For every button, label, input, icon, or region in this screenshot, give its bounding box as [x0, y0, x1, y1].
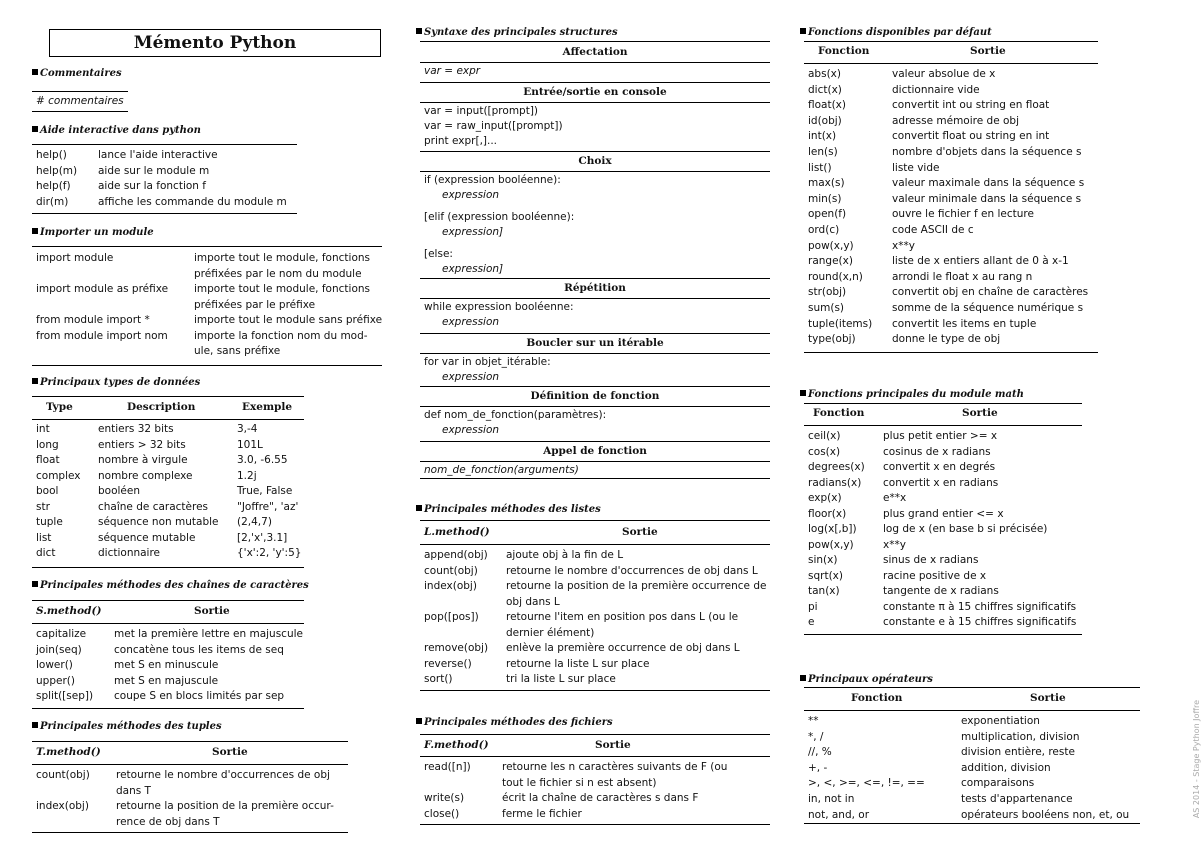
listes-cell: count(obj) — [424, 564, 478, 577]
import-cell: from module import nom — [36, 329, 168, 342]
operateurs-cell: //, % — [808, 746, 832, 759]
types-cell: nombre à virgule — [98, 454, 188, 466]
section-types: Principaux types de données — [32, 377, 200, 388]
types-cell: 101L — [237, 438, 263, 451]
defaut-cell: float(x) — [808, 99, 846, 112]
section-listes: Principales méthodes des listes — [416, 504, 601, 515]
math-cell: ceil(x) — [808, 430, 841, 442]
chaines-cell: upper() — [36, 674, 75, 687]
listes-cell: retourne l'item en position pos dans L (ou le — [506, 611, 739, 623]
aide-cell: aide sur le module m — [98, 164, 210, 177]
defaut-cell: str(obj) — [808, 286, 847, 299]
chaines-cell: met S en majuscule — [114, 674, 219, 687]
fichiers-cell: read([n]) — [424, 761, 471, 773]
defaut-cell: nombre d'objets dans la séquence s — [892, 146, 1082, 158]
tuples-cell: count(obj) — [36, 769, 90, 781]
types-cell: 3,-4 — [237, 423, 258, 435]
aide-cell: affiche les commande du module m — [98, 195, 287, 208]
math-cell: exp(x) — [808, 492, 842, 504]
aide-cell: lance l'aide interactive — [98, 149, 218, 161]
fichiers-cell: write(s) — [424, 792, 465, 804]
syntaxe-boucler-title: Boucler sur un itérable — [526, 337, 664, 349]
listes-header-sortie: Sortie — [622, 526, 658, 538]
chaines-cell: split([sep]) — [36, 690, 94, 702]
import-cell: ule, sans préfixe — [194, 345, 281, 357]
comment-example: # commentaires — [36, 95, 124, 107]
operateurs-cell: tests d'appartenance — [961, 793, 1073, 805]
math-header-fonction: Fonction — [813, 407, 865, 419]
tuples-cell: retourne la position de la première occur- — [116, 800, 334, 812]
fichiers-cell: tout le fichier si n est absent) — [502, 776, 657, 789]
defaut-cell: convertit obj en chaîne de caractères — [892, 286, 1089, 299]
listes-cell: dernier élément) — [506, 626, 595, 639]
aide-cell: help() — [36, 149, 67, 161]
syntaxe-choix-title: Choix — [578, 155, 612, 167]
math-cell: tan(x) — [808, 585, 840, 597]
math-cell: log de x (en base b si précisée) — [883, 523, 1048, 535]
defaut-cell: int(x) — [808, 130, 837, 143]
syntaxe-definition-title: Définition de fonction — [530, 390, 660, 402]
defaut-cell: len(s) — [808, 146, 838, 158]
fichiers-header-method: F.method() — [424, 739, 489, 751]
defaut-cell: list() — [808, 161, 832, 174]
types-cell: 1.2j — [237, 469, 257, 482]
math-cell: e — [808, 616, 815, 628]
math-cell: pi — [808, 600, 818, 613]
defaut-cell: donne le type de obj — [892, 333, 1001, 346]
defaut-cell: valeur minimale dans la séquence s — [892, 192, 1082, 205]
math-cell: radians(x) — [808, 476, 862, 489]
syntaxe-appel-title: Appel de fonction — [543, 445, 647, 457]
syntaxe-entree-line: var = input([prompt]) — [424, 105, 539, 117]
import-cell: importe tout le module, fonctions — [194, 283, 370, 295]
types-cell: booléen — [98, 485, 141, 497]
types-cell: [2,'x',3.1] — [237, 531, 288, 544]
chaines-cell: met S en minuscule — [114, 659, 219, 671]
listes-cell: ajoute obj à la fin de L — [506, 549, 624, 561]
listes-cell: index(obj) — [424, 580, 477, 592]
operateurs-cell: ** — [808, 715, 819, 727]
syntaxe-definition-line: def nom_de_fonction(paramètres): — [424, 409, 607, 421]
types-cell: entiers 32 bits — [98, 423, 174, 435]
syntaxe-choix-line: if (expression booléenne): — [424, 174, 561, 186]
syntaxe-entree-title: Entrée/sortie en console — [523, 86, 667, 98]
types-cell: int — [36, 423, 50, 435]
tuples-cell: dans T — [116, 784, 151, 797]
import-cell: importe tout le module, fonctions — [194, 252, 370, 264]
chaines-header-sortie: Sortie — [194, 605, 230, 617]
math-cell: cos(x) — [808, 445, 841, 458]
syntaxe-entree-line: print expr[,]... — [424, 135, 498, 147]
types-cell: dict — [36, 547, 56, 559]
operateurs-cell: multiplication, division — [961, 730, 1080, 743]
defaut-cell: code ASCII de c — [892, 224, 974, 236]
section-aide: Aide interactive dans python — [32, 125, 201, 136]
types-cell: séquence mutable — [98, 531, 196, 544]
types-cell: long — [36, 438, 59, 451]
math-cell: x**y — [883, 538, 906, 551]
defaut-cell: liste vide — [892, 161, 940, 174]
defaut-cell: valeur absolue de x — [892, 68, 996, 80]
import-cell: from module import * — [36, 314, 150, 326]
math-cell: racine positive de x — [883, 569, 987, 582]
import-cell: import module as préfixe — [36, 283, 169, 295]
page-title: Mémento Python — [49, 29, 381, 57]
import-cell: préfixées par le nom du module — [194, 267, 362, 280]
math-cell: constante e à 15 chiffres significatifs — [883, 616, 1077, 628]
math-cell: sin(x) — [808, 554, 838, 566]
section-syntaxe: Syntaxe des principales structures — [416, 27, 618, 38]
chaines-cell: capitalize — [36, 628, 87, 640]
listes-cell: obj dans L — [506, 595, 560, 608]
footer-note: AS 2014 - Stage Python Joffre — [1192, 700, 1201, 819]
defaut-cell: round(x,n) — [808, 270, 863, 283]
defaut-cell: adresse mémoire de obj — [892, 114, 1019, 127]
syntaxe-repetition-title: Répétition — [564, 282, 626, 294]
listes-cell: enlève la première occurrence de obj dans L — [506, 642, 740, 654]
defaut-cell: id(obj) — [808, 114, 842, 127]
listes-cell: remove(obj) — [424, 642, 489, 654]
chaines-header-method: S.method() — [36, 605, 102, 617]
syntaxe-choix-line: [elif (expression booléenne): — [424, 211, 575, 223]
chaines-cell: join(seq) — [36, 643, 82, 656]
operateurs-cell: *, / — [808, 730, 824, 743]
types-cell: nombre complexe — [98, 469, 193, 482]
types-cell: True, False — [237, 485, 293, 497]
types-cell: complex — [36, 469, 81, 482]
math-cell: cosinus de x radians — [883, 445, 991, 458]
section-chaines: Principales méthodes des chaînes de caractères — [32, 580, 309, 591]
operateurs-cell: opérateurs booléens non, et, ou — [961, 808, 1130, 821]
listes-cell: retourne le nombre d'occurrences de obj dans L — [506, 564, 758, 577]
operateurs-cell: comparaisons — [961, 777, 1035, 790]
listes-cell: pop([pos]) — [424, 611, 479, 623]
math-header-sortie: Sortie — [962, 407, 998, 419]
syntaxe-entree-line: var = raw_input([prompt]) — [424, 120, 563, 132]
aide-cell: help(f) — [36, 180, 71, 192]
section-math: Fonctions principales du module math — [800, 389, 1024, 400]
defaut-cell: ord(c) — [808, 224, 840, 236]
operateurs-cell: exponentiation — [961, 715, 1040, 727]
section-fichiers: Principales méthodes des fichiers — [416, 717, 613, 728]
operateurs-cell: division entière, reste — [961, 746, 1075, 759]
fichiers-cell: ferme le fichier — [502, 807, 582, 820]
defaut-cell: convertit int ou string en float — [892, 99, 1050, 112]
syntaxe-choix-line: [else: — [424, 248, 453, 260]
math-cell: tangente de x radians — [883, 585, 999, 597]
syntaxe-repetition-line: while expression booléenne: — [424, 301, 574, 313]
defaut-cell: dictionnaire vide — [892, 83, 980, 96]
tuples-cell: index(obj) — [36, 800, 89, 812]
math-cell: degrees(x) — [808, 461, 865, 473]
types-cell: str — [36, 500, 50, 513]
listes-header-method: L.method() — [424, 526, 490, 538]
operateurs-cell: in, not in — [808, 793, 855, 805]
math-cell: sinus de x radians — [883, 554, 979, 566]
defaut-cell: convertit les items en tuple — [892, 317, 1037, 330]
math-cell: e**x — [883, 492, 907, 504]
defaut-cell: type(obj) — [808, 333, 856, 346]
math-cell: pow(x,y) — [808, 538, 854, 551]
defaut-header-sortie: Sortie — [970, 45, 1006, 57]
import-cell: préfixées par le préfixe — [194, 298, 316, 311]
aide-cell: aide sur la fonction f — [98, 180, 206, 192]
fichiers-cell: retourne les n caractères suivants de F (ou — [502, 761, 728, 773]
defaut-cell: max(s) — [808, 177, 845, 190]
syntaxe-choix-line: expression] — [442, 263, 504, 275]
operateurs-cell: >, <, >=, <=, !=, == — [808, 777, 925, 790]
defaut-cell: somme de la séquence numérique s — [892, 302, 1084, 314]
defaut-cell: dict(x) — [808, 83, 842, 96]
defaut-cell: tuple(items) — [808, 317, 873, 330]
import-cell: import module — [36, 252, 114, 264]
listes-cell: retourne la liste L sur place — [506, 657, 650, 670]
listes-cell: retourne la position de la première occurrence de — [506, 580, 767, 592]
fichiers-header-sortie: Sortie — [595, 739, 631, 751]
tuples-header-sortie: Sortie — [212, 746, 248, 758]
fichiers-cell: écrit la chaîne de caractères s dans F — [502, 792, 699, 804]
syntaxe-choix-line: expression] — [442, 226, 504, 238]
section-tuples: Principales méthodes des tuples — [32, 721, 222, 732]
import-cell: importe la fonction nom du mod- — [194, 329, 368, 342]
tuples-cell: rence de obj dans T — [116, 815, 220, 828]
types-cell: {'x':2, 'y':5} — [237, 547, 302, 559]
defaut-cell: liste de x entiers allant de 0 à x-1 — [892, 255, 1069, 268]
types-header-type: Type — [46, 401, 73, 413]
defaut-cell: convertit float ou string en int — [892, 130, 1050, 143]
defaut-cell: pow(x,y) — [808, 239, 854, 252]
syntaxe-definition-line: expression — [442, 424, 500, 436]
defaut-cell: arrondi le float x au rang n — [892, 270, 1033, 283]
operateurs-header-sortie: Sortie — [1030, 692, 1066, 704]
syntaxe-appel-line: nom_de_fonction(arguments) — [424, 464, 579, 476]
operateurs-cell: +, - — [808, 761, 828, 774]
math-cell: plus petit entier >= x — [883, 430, 998, 442]
chaines-cell: coupe S en blocs limités par sep — [114, 690, 285, 702]
syntaxe-choix-line: expression — [442, 189, 500, 201]
operateurs-cell: addition, division — [961, 761, 1051, 774]
types-cell: bool — [36, 485, 59, 497]
syntaxe-repetition-line: expression — [442, 316, 500, 328]
defaut-cell: valeur maximale dans la séquence s — [892, 177, 1085, 190]
math-cell: sqrt(x) — [808, 569, 843, 582]
section-operateurs: Principaux opérateurs — [800, 674, 933, 685]
syntaxe-affectation-title: Affectation — [562, 46, 628, 58]
math-cell: floor(x) — [808, 507, 847, 520]
math-cell: plus grand entier <= x — [883, 507, 1004, 520]
aide-cell: help(m) — [36, 164, 78, 177]
types-cell: tuple — [36, 516, 63, 528]
operateurs-cell: not, and, or — [808, 808, 870, 821]
tuples-cell: retourne le nombre d'occurrences de obj — [116, 769, 330, 781]
types-cell: chaîne de caractères — [98, 500, 209, 513]
listes-cell: append(obj) — [424, 549, 488, 561]
types-cell: 3.0, -6.55 — [237, 454, 288, 466]
section-commentaires: Commentaires — [32, 68, 122, 79]
math-cell: convertit x en degrés — [883, 461, 996, 473]
defaut-cell: sum(s) — [808, 302, 845, 314]
operateurs-header-fonction: Fonction — [851, 692, 903, 704]
defaut-cell: ouvre le fichier f en lecture — [892, 208, 1034, 221]
syntaxe-boucler-line: for var in objet_itérable: — [424, 356, 551, 368]
tuples-header-method: T.method() — [36, 746, 101, 758]
chaines-cell: concatène tous les items de seq — [114, 643, 284, 656]
listes-cell: tri la liste L sur place — [506, 673, 616, 685]
syntaxe-boucler-line: expression — [442, 371, 500, 383]
defaut-cell: open(f) — [808, 208, 847, 221]
import-cell: importe tout le module sans préfixe — [194, 314, 383, 326]
defaut-cell: min(s) — [808, 192, 842, 205]
chaines-cell: lower() — [36, 659, 73, 671]
math-cell: convertit x en radians — [883, 476, 999, 489]
types-cell: séquence non mutable — [98, 516, 219, 528]
listes-cell: sort() — [424, 673, 453, 685]
syntaxe-affectation-line: var = expr — [424, 65, 481, 77]
types-cell: (2,4,7) — [237, 516, 272, 528]
math-cell: log(x[,b]) — [808, 523, 857, 535]
math-cell: constante π à 15 chiffres significatifs — [883, 600, 1077, 613]
types-cell: entiers > 32 bits — [98, 438, 186, 451]
types-cell: dictionnaire — [98, 547, 161, 559]
defaut-cell: x**y — [892, 239, 915, 252]
defaut-header-fonction: Fonction — [818, 45, 870, 57]
types-cell: float — [36, 454, 60, 466]
section-importer: Importer un module — [32, 227, 154, 238]
listes-cell: reverse() — [424, 657, 472, 670]
defaut-cell: abs(x) — [808, 68, 841, 80]
section-defaut: Fonctions disponibles par défaut — [800, 27, 992, 38]
types-header-exemple: Exemple — [242, 401, 293, 413]
types-cell: list — [36, 531, 52, 544]
types-cell: "Joffre", 'az' — [237, 500, 299, 513]
defaut-cell: range(x) — [808, 255, 853, 268]
types-header-description: Description — [127, 401, 196, 413]
chaines-cell: met la première lettre en majuscule — [114, 628, 303, 640]
fichiers-cell: close() — [424, 807, 460, 820]
aide-cell: dir(m) — [36, 195, 69, 208]
